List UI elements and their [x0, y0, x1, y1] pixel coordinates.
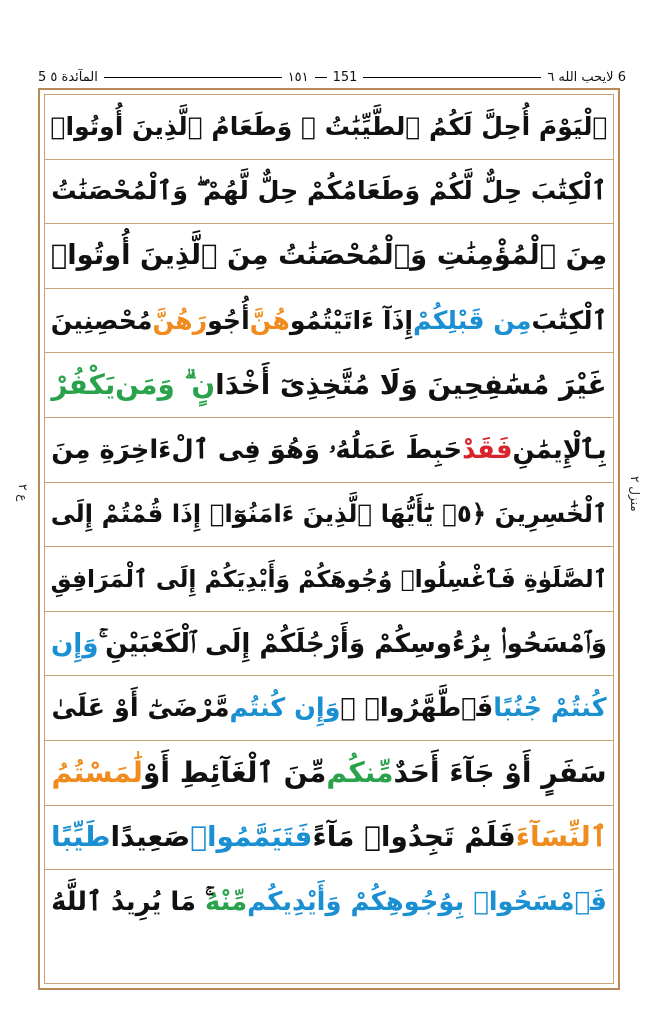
- side-marker-left: ع ۲: [16, 484, 30, 502]
- verse-segment: أُجُو: [207, 305, 250, 335]
- verse-segment: رَهُنَّ: [152, 305, 208, 335]
- verse-segment: ٱلْكِتَٰبَ: [531, 305, 608, 335]
- header-page-number: 151: [332, 69, 358, 85]
- verse-line: [45, 289, 613, 354]
- verse-segment: صَعِيدًا: [110, 820, 191, 854]
- verse-line: [45, 676, 613, 741]
- verse-segment: طَيِّبًا: [50, 820, 111, 854]
- verse-segment: ٱلْخَٰسِرِينَ ﴿٥﴾ يَٰٓأَيُّهَا ٱلَّذِينَ ءَامَنُوٓا۟ إِذَا قُمْتُمْ إِلَى: [50, 499, 608, 529]
- verse-segment: وَإِن: [50, 628, 99, 659]
- verse-segment: فَقَدْ: [462, 434, 513, 465]
- verse-segment: ٱلنِّسَآءَ: [515, 820, 608, 854]
- verse-line: [45, 418, 613, 483]
- page-frame: [38, 88, 620, 990]
- verse-segment: سَفَرٍ أَوْ جَآءَ أَحَدٌ: [393, 755, 607, 789]
- verse-segment: وَٱمْسَحُوا۟ بِرُءُوسِكُمْ وَأَرْجُلَكُمْ إِلَى ٱلْكَعْبَيْنِ ۚ: [98, 628, 608, 659]
- verse-segment: وَإِن كُنتُم: [229, 693, 341, 724]
- verse-segment: حَبِطَ عَمَلُهُۥ وَهُوَ فِى ٱلْءَاخِرَةِ مِنَ: [51, 434, 463, 465]
- verse-segment: كُنتُمْ جُنُبًا: [493, 693, 607, 724]
- verse-line: [45, 806, 613, 871]
- verse-segment: ۚ مَا يُرِيدُ ٱللَّهُ: [51, 887, 205, 918]
- verse-segment: فَٱمْسَحُوا۟ بِوُجُوهِكُمْ وَأَيْدِيكُم: [247, 887, 607, 918]
- verse-segment: إِذَآ ءَاتَيْتُمُو: [289, 305, 414, 335]
- verse-segment: هُنَّ: [249, 305, 290, 335]
- verse-line: [45, 483, 613, 548]
- header-page-arabic: ١٥١: [287, 69, 309, 85]
- verse-segment: فَلَمْ تَجِدُوا۟ مَآءً: [312, 820, 516, 854]
- verse-segment: مِنَ ٱلْمُؤْمِنَٰتِ وَٱلْمُحْصَنَٰتُ مِنَ ٱلَّذِينَ أُوتُوا۟: [50, 239, 608, 271]
- header-juz: 6 لايحب الله ٦: [547, 69, 627, 85]
- verse-line: [45, 224, 613, 289]
- verse-segment: يَكْفُرْ: [51, 368, 116, 402]
- verse-line: [45, 353, 613, 418]
- verse-segment: ٱلْكِتَٰبَ حِلٌّ لَّكُمْ وَطَعَامُكُمْ حِلٌّ لَّهُمْ ۖ وَٱلْمُحْصَنَٰتُ: [51, 176, 607, 206]
- verse-segment: مَّرْضَىٰٓ أَوْ عَلَىٰ: [51, 693, 230, 724]
- verse-line: [45, 741, 613, 806]
- header-surah: المآئدة ٥ 5: [38, 69, 98, 85]
- header-rule-left: [104, 77, 282, 78]
- verse-segment: بِٱلْإِيمَٰنِ: [512, 434, 607, 465]
- page-header: [38, 66, 626, 88]
- verse-segment: مُحْصِنِينَ: [50, 305, 153, 335]
- verse-segment: لَٰمَسْتُمُ: [51, 755, 143, 789]
- verse-segment: فَتَيَمَّمُوا۟: [190, 820, 313, 854]
- verse-segment: فَٱطَّهَّرُوا۟ ۚ: [340, 693, 494, 724]
- verse-segment: نٍ ۗ وَمَن: [115, 368, 216, 402]
- verse-line: [45, 612, 613, 677]
- header-rule-right: [363, 77, 541, 78]
- verse-segment: مِّنْهُ: [204, 887, 248, 918]
- verse-line: [45, 160, 613, 225]
- header-rule-mid: [315, 77, 327, 78]
- verse-line: [45, 547, 613, 612]
- verse-segment: مِّنَ ٱلْغَآئِطِ أَوْ: [142, 755, 327, 789]
- text-area: [44, 94, 614, 984]
- verse-segment: ٱلصَّلَوٰةِ فَٱغْسِلُوا۟ وُجُوهَكُمْ وَأَيْدِيَكُمْ إِلَى ٱلْمَرَافِقِ: [50, 564, 608, 593]
- verse-line: [45, 870, 613, 935]
- verse-line: [45, 95, 613, 160]
- side-marker-manzil: منزل ٢: [628, 476, 642, 512]
- verse-segment: ٱلْيَوْمَ أُحِلَّ لَكُمُ ٱلطَّيِّبَٰتُ ۖ وَطَعَامُ ٱلَّذِينَ أُوتُوا۟: [50, 111, 608, 141]
- verse-segment: مِّنكُم: [326, 755, 394, 789]
- verse-segment: مِن قَبْلِكُمْ: [413, 305, 532, 335]
- verse-segment: غَيْرَ مُسَٰفِحِينَ وَلَا مُتَّخِذِىٓ أَخْدَا: [215, 368, 607, 402]
